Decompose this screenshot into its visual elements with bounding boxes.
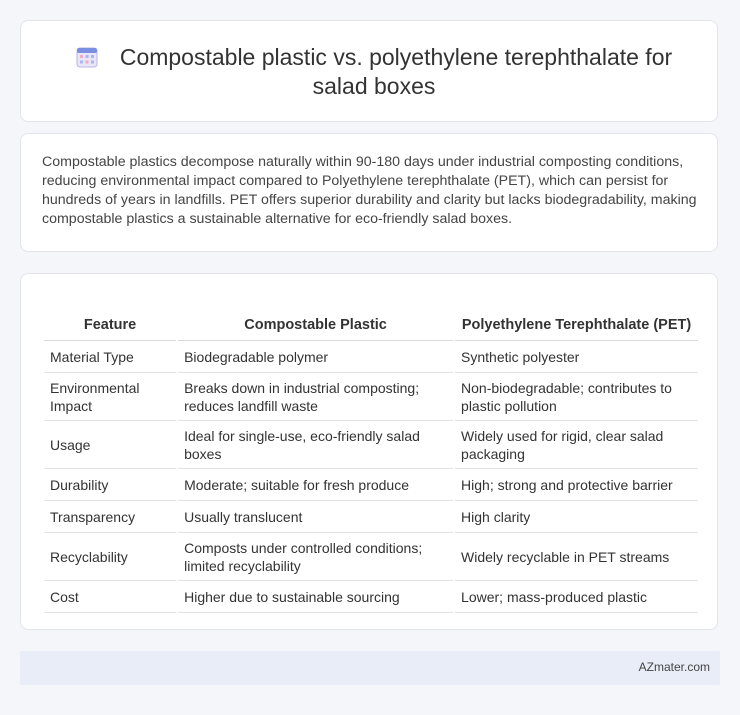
- column-header-feature: Feature: [44, 296, 176, 341]
- table-cell: Moderate; suitable for fresh produce: [178, 469, 453, 501]
- table-cell: Composts under controlled conditions; limited recyclability: [178, 533, 453, 581]
- table-cell: Environmental Impact: [44, 373, 176, 421]
- comparison-table: [42, 296, 700, 613]
- page-title: [61, 43, 687, 101]
- table-cell: Usage: [44, 421, 176, 469]
- table-row: [44, 421, 698, 469]
- table-row: [44, 341, 698, 373]
- table-cell: Widely recyclable in PET streams: [455, 533, 698, 581]
- table-row: [44, 501, 698, 533]
- table-cell: Durability: [44, 469, 176, 501]
- table-cell: Breaks down in industrial composting; reduces landfill waste: [178, 373, 453, 421]
- summary-text: Compostable plastics decompose naturally within 90-180 days under industrial composting conditions, reducing environmental impact compared to Polyethylene terephthalate (PET), which can persist for hundreds of years in landfills. PET offers superior durability and clarity but lacks biodegradability, making compostable plastics a sustainable alternative for eco-friendly salad boxes.: [42, 154, 697, 227]
- table-cell: Recyclability: [44, 533, 176, 581]
- table-cell: Non-biodegradable; contributes to plastic pollution: [455, 373, 698, 421]
- table-cell: Lower; mass-produced plastic: [455, 581, 698, 613]
- table-row: [44, 373, 698, 421]
- table-cell: Widely used for rigid, clear salad packaging: [455, 421, 698, 469]
- calendar-grid-icon: [76, 46, 98, 68]
- footer-bar: [20, 651, 720, 685]
- table-cell: Ideal for single-use, eco-friendly salad boxes: [178, 421, 453, 469]
- column-header-compostable: Compostable Plastic: [178, 296, 453, 341]
- table-cell: Higher due to sustainable sourcing: [178, 581, 453, 613]
- table-row: [44, 469, 698, 501]
- table-row: [44, 533, 698, 581]
- table-cell: High; strong and protective barrier: [455, 469, 698, 501]
- table-cell: Biodegradable polymer: [178, 341, 453, 373]
- table-row: [44, 581, 698, 613]
- column-header-pet: Polyethylene Terephthalate (PET): [455, 296, 698, 341]
- table-cell: High clarity: [455, 501, 698, 533]
- title-card: [20, 20, 718, 122]
- title-wrap: [61, 43, 687, 101]
- table-cell: Transparency: [44, 501, 176, 533]
- footer-brand[interactable]: AZmater.com: [638, 660, 710, 674]
- table-cell: Cost: [44, 581, 176, 613]
- page-title-text: Compostable plastic vs. polyethylene terephthalate for salad boxes: [119, 44, 673, 99]
- table-cell: Usually translucent: [178, 501, 453, 533]
- comparison-card: [20, 273, 718, 630]
- table-cell: Material Type: [44, 341, 176, 373]
- summary-card: [20, 133, 718, 252]
- table-header-row: [44, 296, 698, 341]
- table-cell: Synthetic polyester: [455, 341, 698, 373]
